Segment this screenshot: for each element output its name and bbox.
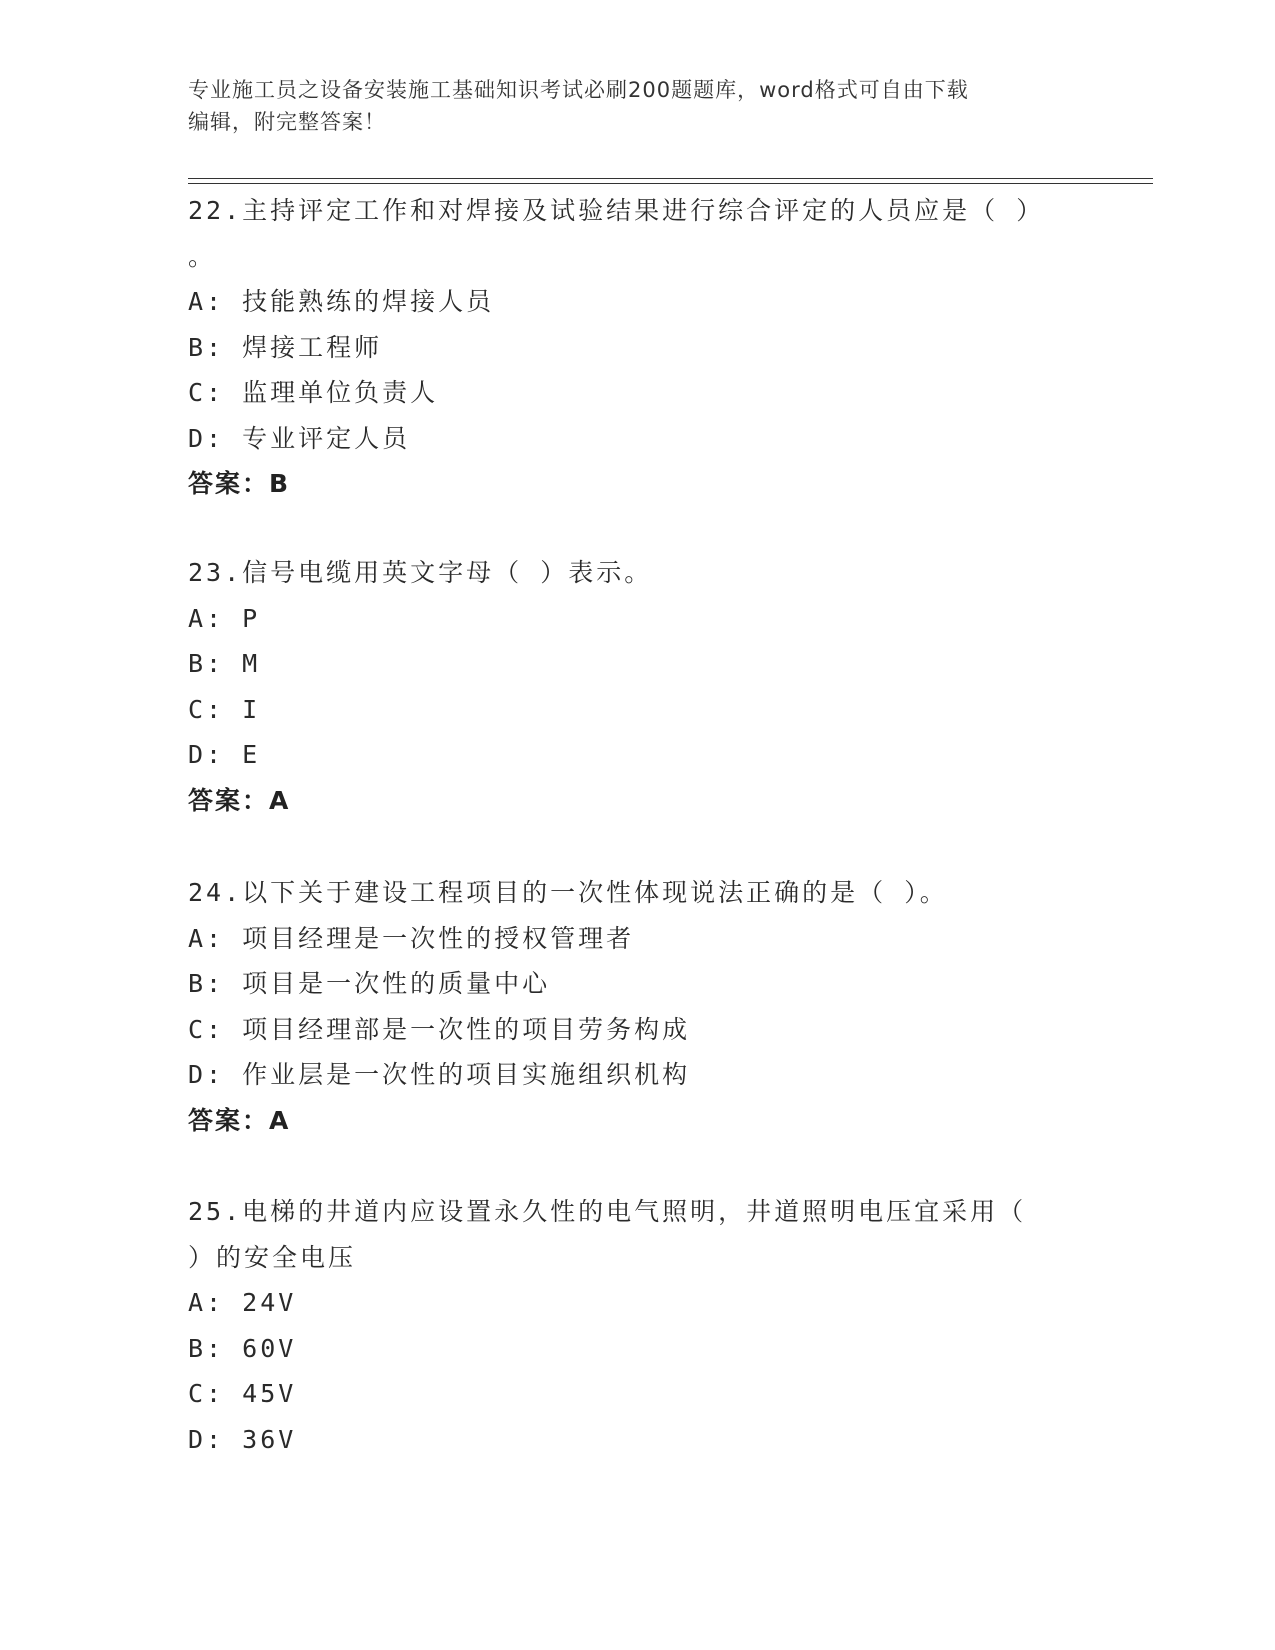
option-c: C: I [188,694,261,724]
option-c: C: 项目经理部是一次性的项目劳务构成 [188,1014,691,1044]
answer-line: 答案：A [188,1105,291,1135]
option-b: B: 焊接工程师 [188,332,383,362]
question-stem: 25.电梯的井道内应设置永久性的电气照明，井道照明电压宜采用（ [188,1197,1027,1226]
document-header [188,74,1068,138]
option-c: C: 45V [188,1379,297,1408]
option-d: D: 作业层是一次性的项目实施组织机构 [188,1060,691,1089]
header-line-1: 专业施工员之设备安装施工基础知识考试必刷200题题库，word格式可自由下载 [188,78,969,102]
option-b: B: 60V [188,1333,297,1363]
option-d: D: 专业评定人员 [188,423,411,453]
question-25 [188,1189,1088,1462]
question-stem: 22.主持评定工作和对焊接及试验结果进行综合评定的人员应是（ ） [188,196,1045,225]
option-a: A: 项目经理是一次性的授权管理者 [188,923,635,953]
header-line-2: 编辑，附完整答案！ [188,110,386,134]
option-b: B: M [188,649,261,678]
header-divider-top [188,178,1153,179]
option-d: D: E [188,740,261,769]
answer-line: 答案：B [188,469,291,498]
option-a: A: 技能熟练的焊接人员 [188,287,495,316]
question-stem: 24.以下关于建设工程项目的一次性体现说法正确的是（ ）。 [188,878,948,907]
option-a: A: 24V [188,1288,297,1317]
question-stem-continued: ）的安全电压 [188,1242,357,1272]
question-stem: 23.信号电缆用英文字母（ ）表示。 [188,558,653,587]
header-divider-bottom [188,183,1153,184]
option-b: B: 项目是一次性的质量中心 [188,969,551,998]
question-23 [188,550,1088,823]
question-stem-continued: 。 [188,241,217,271]
option-d: D: 36V [188,1424,297,1454]
option-a: A: P [188,603,261,633]
question-22 [188,188,1088,507]
answer-line: 答案：A [188,785,291,815]
question-24 [188,870,1088,1143]
option-c: C: 监理单位负责人 [188,378,439,407]
